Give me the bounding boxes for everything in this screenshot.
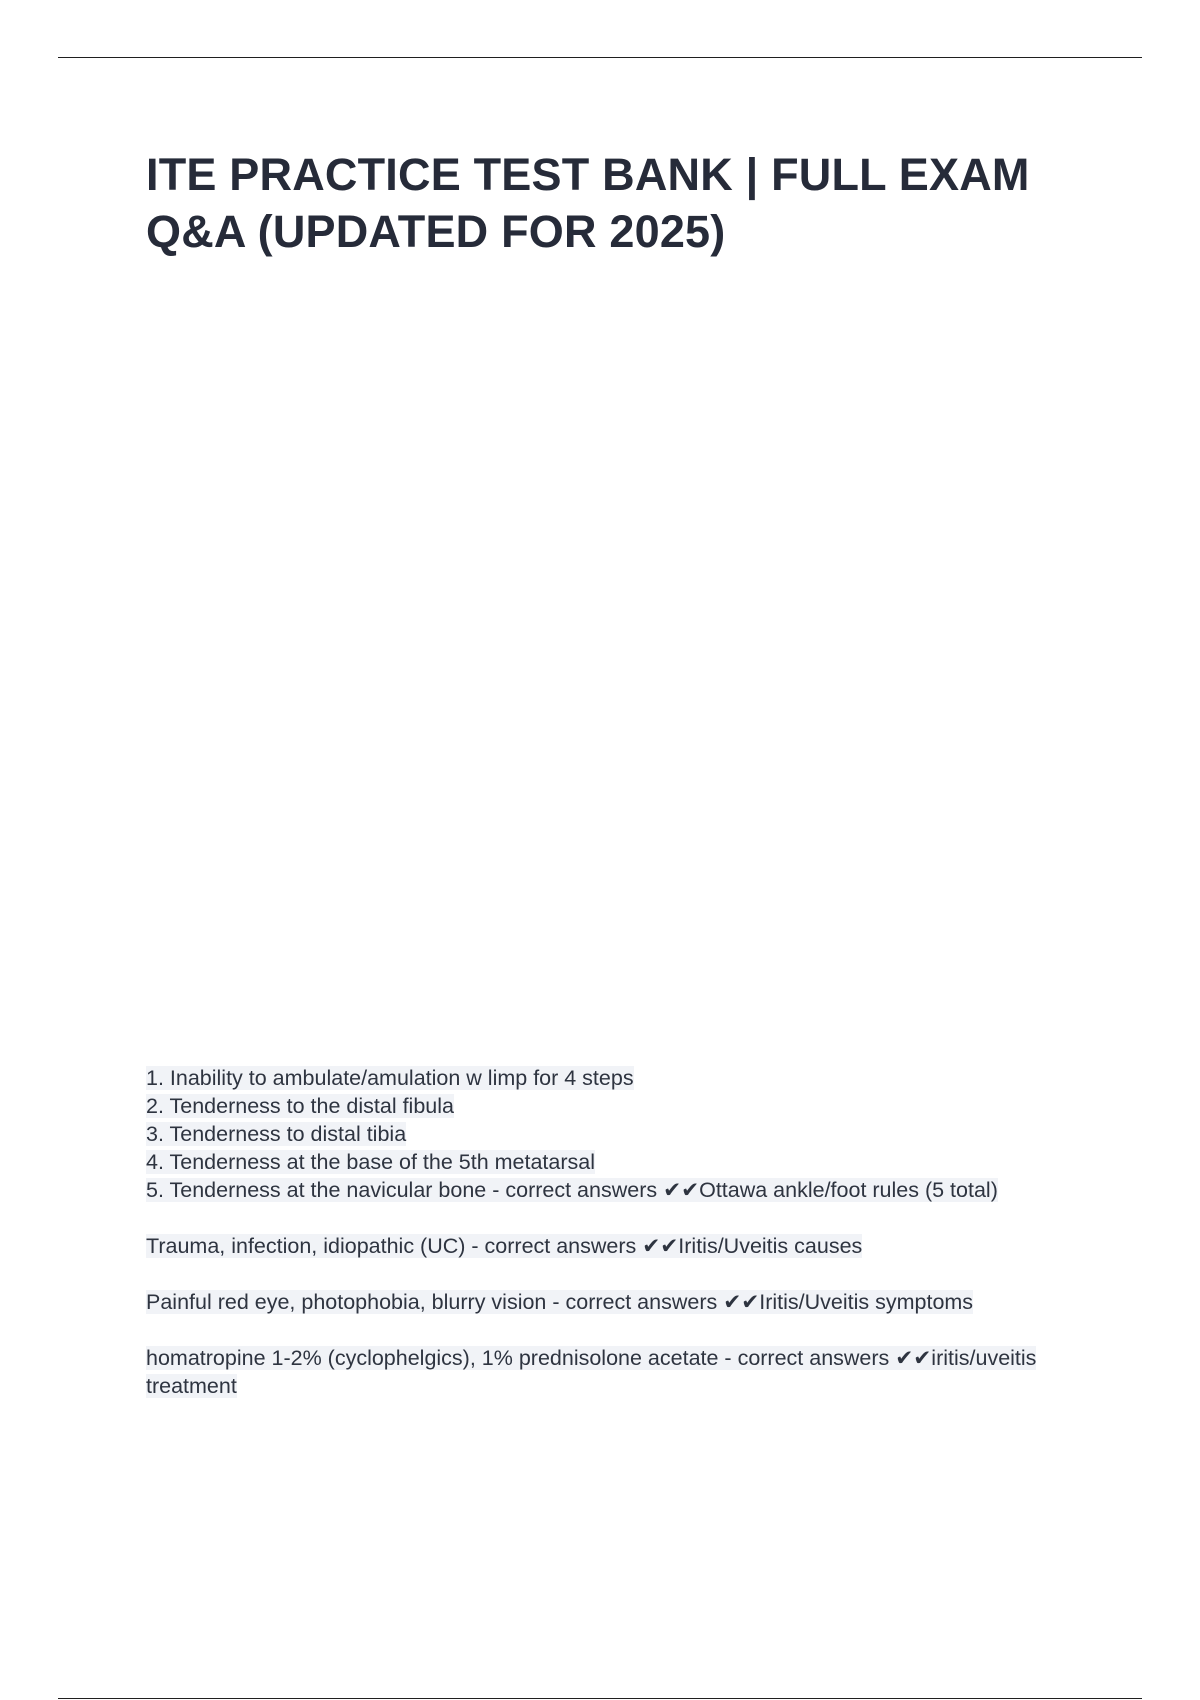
qa-line: Trauma, infection, idiopathic (UC) - correct answers ✔✔Iritis/Uveitis causes	[146, 1234, 863, 1258]
document-title: ITE PRACTICE TEST BANK | FULL EXAM Q&A (UPDATED FOR 2025)	[146, 149, 1030, 257]
qa-item-uveitis-causes	[146, 1232, 1086, 1260]
qa-line: Painful red eye, photophobia, blurry vision - correct answers ✔✔Iritis/Uveitis symptoms	[146, 1290, 974, 1314]
qa-item-ottawa-rules	[146, 1064, 1086, 1204]
bottom-divider	[58, 1698, 1142, 1699]
qa-line: 5. Tenderness at the navicular bone - correct answers ✔✔Ottawa ankle/foot rules (5 total)	[146, 1178, 998, 1202]
qa-line: 2. Tenderness to the distal fibula	[146, 1094, 454, 1118]
qa-content	[146, 1064, 1086, 1428]
top-divider	[58, 57, 1142, 58]
qa-line: 1. Inability to ambulate/amulation w limp for 4 steps	[146, 1066, 634, 1090]
qa-line: homatropine 1-2% (cyclophelgics), 1% prednisolone acetate - correct answers ✔✔iritis/uveitis treatment	[146, 1346, 1037, 1398]
qa-item-uveitis-symptoms	[146, 1288, 1086, 1316]
qa-line: 3. Tenderness to distal tibia	[146, 1122, 407, 1146]
qa-line: 4. Tenderness at the base of the 5th metatarsal	[146, 1150, 596, 1174]
qa-item-uveitis-treatment	[146, 1344, 1086, 1400]
